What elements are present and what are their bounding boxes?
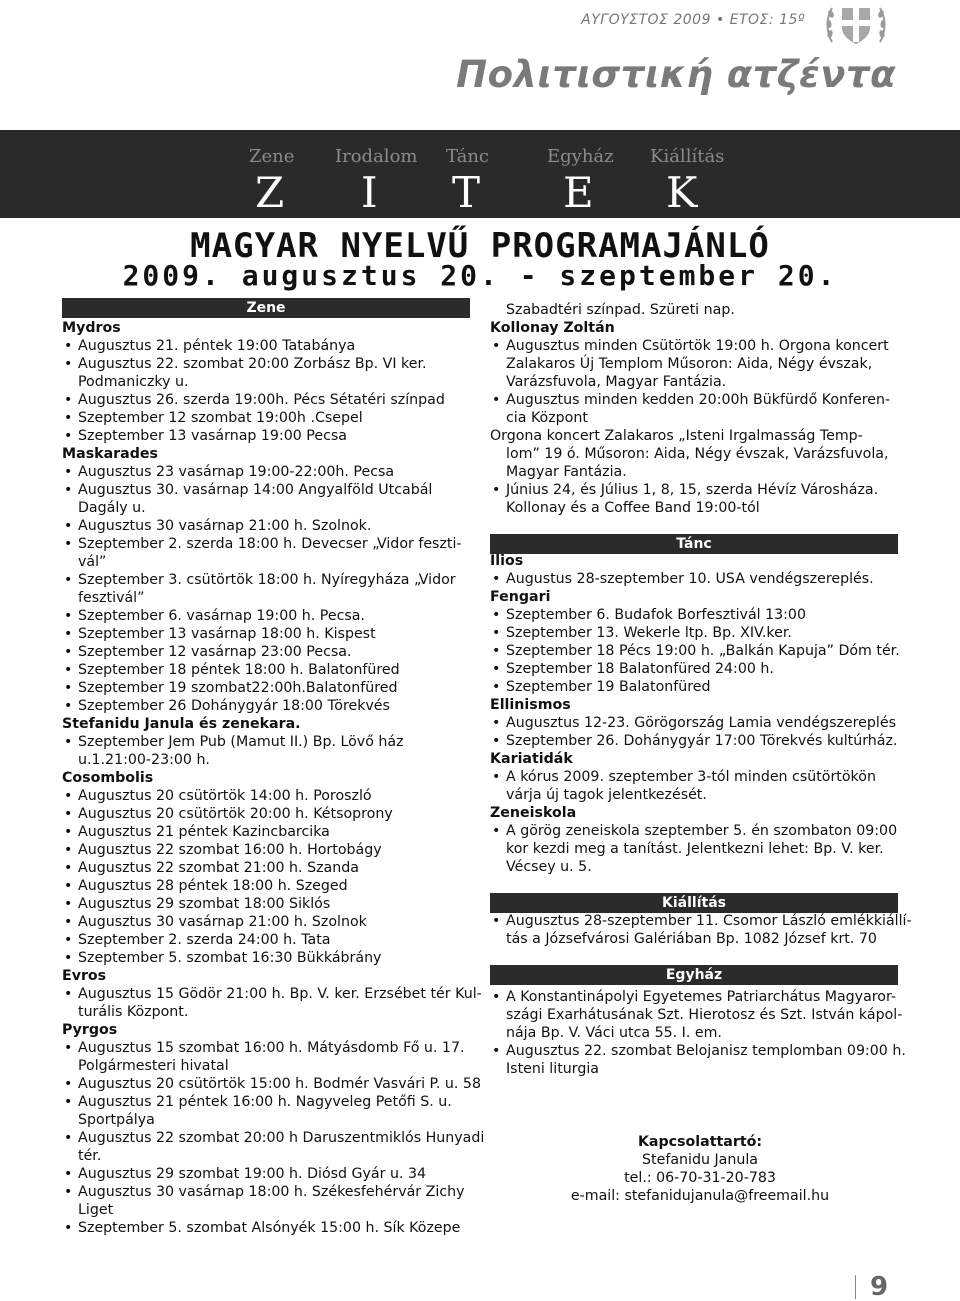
list-item: • Szeptember 2. szerda 18:00 h. Devecser „Vidor feszti- [62,535,472,553]
agenda-title: Πολιτιστική ατζέντα [456,53,896,96]
list-item: • Szeptember 12 szombat 19:00h .Csepel [62,409,472,427]
list-item: • Augusztus 28 péntek 18:00 h. Szeged [62,877,472,895]
list-item: • Augusztus 22 szombat 21:00 h. Szanda [62,859,472,877]
crest-logo [824,2,888,48]
list-item: • Augusztus 21 péntek Kazincbarcika [62,823,472,841]
list-item: • A görög zeneiskola szeptember 5. én szombaton 09:00 [490,822,910,840]
zitek-banner [0,130,960,218]
list-item: • Augusztus minden kedden 20:00h Bükfürdő Konferen- [490,391,910,409]
list-item-continuation: Varázsfuvola, Magyar Fantázia. [506,374,727,390]
zitek-word-irodalom: Irodalom [335,146,418,167]
zitek-word-egyhaz: Egyház [547,146,614,167]
group-name: Mydros [62,320,121,336]
list-item: • Augusztus 15 Gödör 21:00 h. Bp. V. ker. Erzsébet tér Kul- [62,985,472,1003]
page-number: 9 [870,1272,889,1301]
list-item: • Augustus 28-szeptember 10. USA vendégszereplés. [490,570,910,588]
list-item: • A Konstantinápolyi Egyetemes Patriarchátus Magyaror- [490,988,910,1006]
list-item: • Augusztus 20 csütörtök 15:00 h. Bodmér Vasvári P. u. 58 [62,1075,472,1093]
list-item-continuation: turális Központ. [78,1004,189,1020]
zitek-letter-t: T [452,168,481,217]
list-item-continuation: u.1.21:00-23:00 h. [78,752,210,768]
group-name: Fengari [490,589,551,605]
list-item-continuation: Kollonay és a Coffee Band 19:00-tól [506,500,760,516]
list-item: • Szeptember 5. szombat Alsónyék 15:00 h. Sík Közepe [62,1219,472,1237]
section-header-kiallitas: Kiállítás [490,893,898,913]
list-item-continuation: fesztivál” [78,590,145,606]
zitek-letter-i: I [361,168,378,217]
list-item: • Augusztus 21. péntek 19:00 Tatabánya [62,337,472,355]
list-item: • Szeptember 26 Dohánygyár 18:00 Törekvés [62,697,472,715]
list-item: • Szeptember 13 vasárnap 18:00 h. Kispest [62,625,472,643]
list-item: • A kórus 2009. szeptember 3-tól minden csütörtökön [490,768,910,786]
list-item-continuation: Podmaniczky u. [78,374,189,390]
group-name: Evros [62,968,107,984]
list-item-continuation: várja új tagok jelentkezését. [506,787,707,803]
list-item-continuation: Magyar Fantázia. [506,464,627,480]
list-item: • Szeptember 6. vasárnap 19:00 h. Pecsa. [62,607,472,625]
list-item: • Szeptember 19 Balatonfüred [490,678,910,696]
list-item-continuation: Isteni liturgia [506,1061,599,1077]
list-item: • Szeptember 6. Budafok Borfesztivál 13:00 [490,606,910,624]
list-item-continuation: Szabadtéri színpad. Szüreti nap. [506,302,735,318]
group-name: Kollonay Zoltán [490,320,615,336]
list-item-continuation: cia Központ [506,410,588,426]
zene-continued-list [490,301,910,517]
group-name: Maskarades [62,446,158,462]
program-date: 2009. augusztus 20. - szeptember 20. [122,259,838,292]
list-item: • Augusztus 29 szombat 18:00 Siklós [62,895,472,913]
section-header-zene: Zene [62,298,470,318]
list-item: • Augusztus 20 csütörtök 14:00 h. Poroszló [62,787,472,805]
list-item: • Augusztus 22 szombat 16:00 h. Hortobágy [62,841,472,859]
group-name: Ellinismos [490,697,571,713]
list-item-continuation: Polgármesteri hivatal [78,1058,229,1074]
list-item: • Szeptember 12 vasárnap 23:00 Pecsa. [62,643,472,661]
list-item: • Augusztus 23 vasárnap 19:00-22:00h. Pecsa [62,463,472,481]
list-item: • Augusztus 30. vasárnap 14:00 Angyalföld Utcabál [62,481,472,499]
list-item: • Szeptember Jem Pub (Mamut II.) Bp. Lövő ház [62,733,472,751]
zitek-letter-e: E [563,168,594,217]
list-item: • Szeptember 13. Wekerle ltp. Bp. XIV.ker. [490,624,910,642]
zene-column [62,319,485,1237]
list-item: • Augusztus 21 péntek 16:00 h. Nagyveleg Petőfi S. u. [62,1093,472,1111]
list-item: • Augusztus 22. szombat 20:00 Zorbász Bp. VI ker. [62,355,472,373]
list-item-continuation: szági Exarhátusának Szt. Hierotosz és Szt. István kápol- [506,1007,903,1023]
list-item: • Augusztus 15 szombat 16:00 h. Mátyásdomb Fő u. 17. [62,1039,472,1057]
list-item: • Augusztus 20 csütörtök 20:00 h. Kétsoprony [62,805,472,823]
list-item-continuation: kor kezdi meg a tanítást. Jelentkezni lehet: Bp. V. ker. [506,841,884,857]
list-item-continuation: vál” [78,554,107,570]
zitek-letter-z: Z [255,168,285,217]
list-item-continuation: Dagály u. [78,500,146,516]
list-item: • Szeptember 18 péntek 18:00 h. Balatonfüred [62,661,472,679]
list-item-continuation: Sportpálya [78,1112,155,1128]
contact-phone: tel.: 06-70-31-20-783 [624,1170,776,1186]
group-name: Stefanidu Janula és zenekara. [62,716,301,732]
list-item: • Szeptember 26. Dohánygyár 17:00 Törekvés kultúrház. [490,732,910,750]
contact-label: Kapcsolattartó: [637,1134,763,1150]
list-item: • Augusztus 30 vasárnap 21:00 h. Szolnok [62,913,472,931]
list-item: • Augusztus 22 szombat 20:00 h Daruszentmiklós Hunyadi [62,1129,472,1147]
list-item: • Június 24, és Július 1, 8, 15, szerda Hévíz Városháza. [490,481,910,499]
group-name: Pyrgos [62,1022,118,1038]
page-number-divider [855,1275,856,1299]
list-item: • Augusztus 26. szerda 19:00h. Pécs Sétatéri színpad [62,391,472,409]
group-name: Ilios [490,553,524,569]
group-name: Kariatidák [490,751,573,767]
zitek-letter-k: K [666,168,698,217]
list-paragraph: Orgona koncert Zalakaros „Isteni Irgalmasság Temp- [490,428,863,444]
group-name: Zeneiskola [490,805,577,821]
zitek-word-kiallitas: Kiállítás [650,146,725,167]
group-name: Cosombolis [62,770,154,786]
tanc-list [490,552,910,876]
contact-email: e-mail: stefanidujanula@freemail.hu [570,1188,830,1204]
zitek-word-tanc: Tánc [446,146,490,167]
list-item: • Augusztus 30 vasárnap 21:00 h. Szolnok. [62,517,472,535]
list-item: • Augusztus minden Csütörtök 19:00 h. Orgona koncert [490,337,910,355]
list-item: • Augusztus 12-23. Görögország Lamia vendégszereplés [490,714,910,732]
contact-name: Stefanidu Janula [642,1152,758,1168]
list-item: • Szeptember 3. csütörtök 18:00 h. Nyíregyháza „Vidor [62,571,472,589]
list-item: • Szeptember 18 Balatonfüred 24:00 h. [490,660,910,678]
list-item: • Augusztus 22. szombat Belojanisz templomban 09:00 h. [490,1042,910,1060]
list-item-continuation: Vécsey u. 5. [506,859,592,875]
list-item: • Augusztus 29 szombat 19:00 h. Diósd Gyár u. 34 [62,1165,472,1183]
list-item-continuation: Liget [78,1202,114,1218]
list-item: • Szeptember 19 szombat22:00h.Balatonfüred [62,679,472,697]
list-item-continuation: Zalakaros Új Templom Műsoron: Aida, Négy évszak, [506,356,873,372]
issue-date: ΑΥΓΟΥΣΤΟΣ 2009 • ΕΤΟΣ: 15º [581,12,805,28]
section-header-tanc: Tánc [490,534,898,554]
list-item: • Szeptember 13 vasárnap 19:00 Pecsa [62,427,472,445]
list-item-continuation: tér. [78,1148,102,1164]
list-item-continuation: nája Bp. V. Váci utca 55. I. em. [506,1025,722,1041]
egyhaz-list [490,988,910,1078]
list-item: • Augusztus 28-szeptember 11. Csomor László emlékkiállí- [490,912,910,930]
list-item: • Augusztus 30 vasárnap 18:00 h. Székesfehérvár Zichy [62,1183,472,1201]
list-item-continuation: tás a Józsefvárosi Galériában Bp. 1082 József krt. 70 [506,931,877,947]
kiallitas-list [490,912,910,948]
list-item: • Szeptember 5. szombat 16:30 Bükkábrány [62,949,472,967]
program-title: MAGYAR NYELVŰ PROGRAMAJÁNLÓ [190,226,770,266]
contact-block [500,1133,900,1205]
list-item-continuation: lom” 19 ó. Műsoron: Aida, Négy évszak, Varázsfuvola, [506,446,889,462]
list-item: • Szeptember 2. szerda 24:00 h. Tata [62,931,472,949]
section-header-egyhaz: Egyház [490,965,898,985]
list-item: • Szeptember 18 Pécs 19:00 h. „Balkán Kapuja” Dóm tér. [490,642,910,660]
zitek-word-zene: Zene [249,146,295,167]
